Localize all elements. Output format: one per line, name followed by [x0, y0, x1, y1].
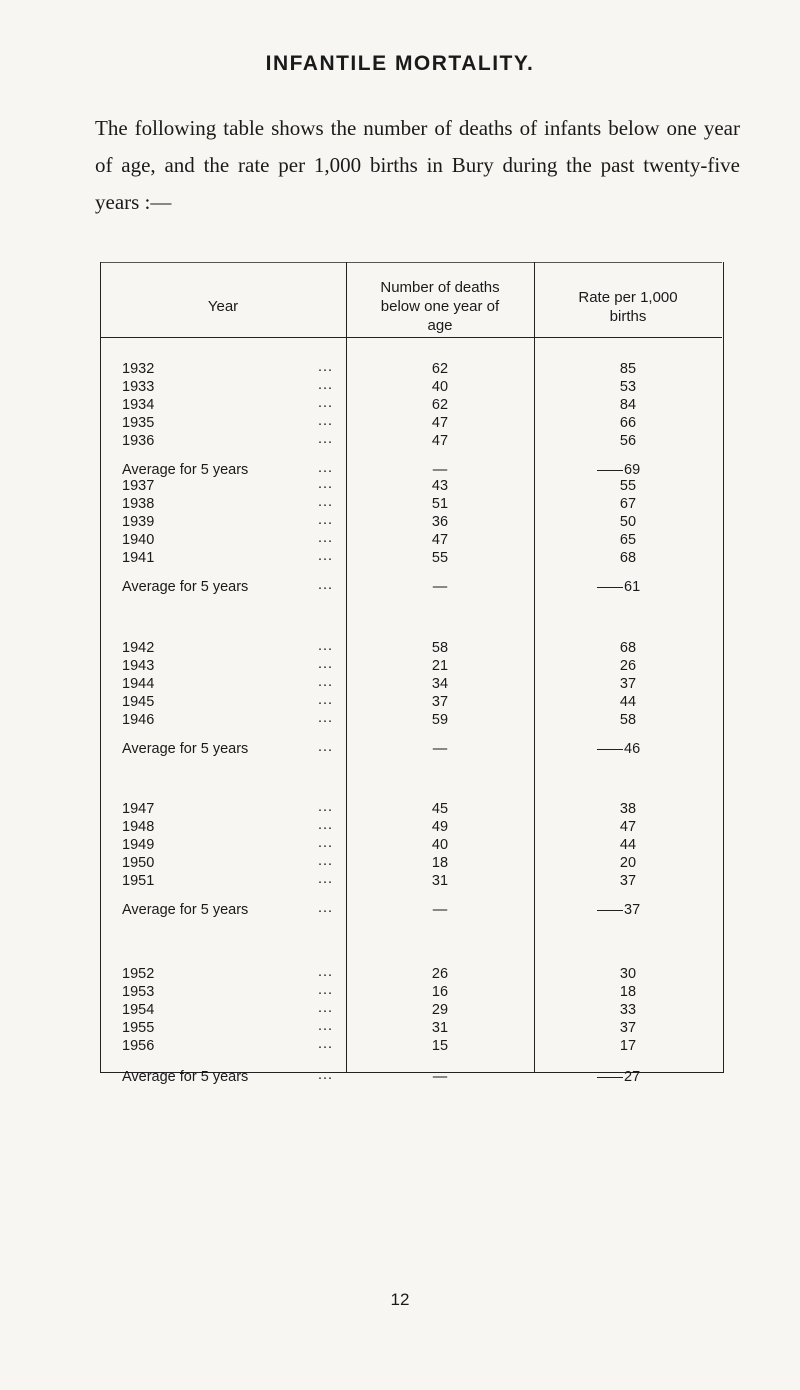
leader-dots: ...: [318, 674, 334, 691]
table-row: [100, 1038, 722, 1058]
average-deaths-cell: —: [432, 902, 448, 919]
table-row: [100, 514, 722, 534]
header-deaths-line: age: [427, 317, 453, 334]
leader-dots: ...: [318, 359, 334, 375]
average-deaths-cell: —: [432, 1069, 448, 1086]
deaths-cell: 45: [431, 801, 449, 817]
average-label: Average for 5 years: [122, 579, 249, 596]
year-cell: 1949: [122, 837, 155, 854]
year-cell: 1939: [122, 514, 155, 531]
leader-dots: ...: [318, 413, 334, 430]
year-cell: 1948: [122, 819, 155, 836]
table-row: [100, 855, 722, 875]
average-row: [100, 741, 722, 761]
rate-cell: 30: [619, 966, 637, 982]
rate-cell: 44: [619, 837, 637, 854]
year-cell: 1940: [122, 532, 155, 549]
year-cell: 1947: [122, 801, 155, 817]
leader-dots: ...: [318, 494, 334, 511]
rate-cell: 68: [619, 640, 637, 656]
year-cell: 1938: [122, 496, 155, 513]
rate-cell: 53: [619, 379, 637, 396]
deaths-cell: 62: [431, 397, 449, 414]
average-label: Average for 5 years: [122, 1069, 249, 1086]
leader-dots: ...: [318, 853, 334, 870]
leader-dots: ...: [318, 964, 334, 980]
header-deaths-line: below one year of: [380, 298, 500, 315]
deaths-cell: 26: [431, 966, 449, 982]
deaths-cell: 29: [431, 1002, 449, 1019]
year-cell: 1936: [122, 433, 155, 450]
deaths-cell: 47: [431, 433, 449, 450]
year-cell: 1956: [122, 1038, 155, 1055]
leader-dots: ...: [318, 871, 334, 888]
average-rate-cell: 46: [597, 741, 640, 757]
average-deaths-cell: —: [432, 579, 448, 596]
leader-dots: ...: [318, 476, 334, 492]
deaths-cell: 31: [431, 1020, 449, 1037]
rate-cell: 26: [619, 658, 637, 675]
rate-cell: 55: [619, 478, 637, 494]
leader-dots: ...: [318, 739, 334, 756]
leader-dots: ...: [318, 982, 334, 999]
rate-cell: 68: [619, 550, 637, 567]
leader-dots: ...: [318, 835, 334, 852]
year-cell: 1943: [122, 658, 155, 675]
average-rate-cell: 27: [597, 1069, 640, 1085]
header-rate: [534, 288, 722, 326]
average-deaths-cell: —: [432, 462, 448, 479]
deaths-cell: 43: [431, 478, 449, 494]
rate-cell: 65: [619, 532, 637, 549]
year-cell: 1942: [122, 640, 155, 656]
rate-cell: 37: [619, 1020, 637, 1037]
rate-cell: 33: [619, 1002, 637, 1019]
table-row: [100, 478, 722, 498]
table-row: [100, 640, 722, 660]
page-title: INFANTILE MORTALITY.: [265, 52, 535, 75]
leader-dots: ...: [318, 1000, 334, 1017]
year-cell: 1934: [122, 397, 155, 414]
average-rate-cell: 37: [597, 902, 640, 918]
leader-dots: ...: [318, 656, 334, 673]
leader-dots: ...: [318, 817, 334, 834]
average-row: [100, 902, 722, 922]
average-row: [100, 1069, 722, 1089]
table-row: [100, 966, 722, 986]
table-row: [100, 837, 722, 857]
table-row: [100, 433, 722, 453]
deaths-cell: 49: [431, 819, 449, 836]
intro-paragraph: The following table shows the number of deaths of infants below one year of age, and the rate per 1,000 births in Bury during the past twenty-five years :—: [95, 116, 740, 214]
deaths-cell: 40: [431, 379, 449, 396]
year-cell: 1953: [122, 984, 155, 1001]
leader-dots: ...: [318, 460, 334, 477]
leader-dots: ...: [318, 431, 334, 448]
table-row: [100, 1002, 722, 1022]
rate-cell: 44: [619, 694, 637, 711]
page-number: 12: [390, 1290, 410, 1309]
leader-dots: ...: [318, 577, 334, 594]
rate-cell: 84: [619, 397, 637, 414]
year-cell: 1937: [122, 478, 155, 494]
table-row: [100, 694, 722, 714]
leader-dots: ...: [318, 512, 334, 529]
rate-cell: 38: [619, 801, 637, 817]
year-cell: 1946: [122, 712, 155, 729]
year-cell: 1935: [122, 415, 155, 432]
rate-cell: 37: [619, 873, 637, 890]
table-row: [100, 361, 722, 381]
year-cell: 1955: [122, 1020, 155, 1037]
table-row: [100, 801, 722, 821]
leader-dots: ...: [318, 692, 334, 709]
leader-dots: ...: [318, 548, 334, 565]
rate-cell: 20: [619, 855, 637, 872]
header-rate-line: Rate per 1,000: [578, 289, 678, 306]
year-cell: 1950: [122, 855, 155, 872]
leader-dots: ...: [318, 900, 334, 917]
table-row: [100, 496, 722, 516]
rate-cell: 37: [619, 676, 637, 693]
table-row: [100, 676, 722, 696]
average-label: Average for 5 years: [122, 902, 249, 919]
deaths-cell: 59: [431, 712, 449, 729]
average-deaths-cell: —: [432, 741, 448, 758]
table-row: [100, 984, 722, 1004]
deaths-cell: 36: [431, 514, 449, 531]
year-cell: 1945: [122, 694, 155, 711]
rate-cell: 58: [619, 712, 637, 729]
header-deaths-line: Number of deaths: [380, 279, 500, 296]
rate-cell: 67: [619, 496, 637, 513]
deaths-cell: 34: [431, 676, 449, 693]
deaths-cell: 55: [431, 550, 449, 567]
rate-cell: 50: [619, 514, 637, 531]
average-label: Average for 5 years: [122, 741, 249, 758]
leader-dots: ...: [318, 638, 334, 654]
header-rule: [100, 337, 722, 338]
table-row: [100, 532, 722, 552]
deaths-cell: 47: [431, 415, 449, 432]
rate-cell: 56: [619, 433, 637, 450]
year-cell: 1954: [122, 1002, 155, 1019]
header-rate-line: births: [609, 308, 647, 325]
header-year: Year: [207, 298, 239, 315]
average-row: [100, 579, 722, 599]
table-row: [100, 379, 722, 399]
rate-cell: 17: [619, 1038, 637, 1055]
table-row: [100, 712, 722, 732]
average-rate-cell: 61: [597, 579, 640, 595]
year-cell: 1951: [122, 873, 155, 890]
average-label: Average for 5 years: [122, 462, 249, 479]
deaths-cell: 51: [431, 496, 449, 513]
table-row: [100, 658, 722, 678]
year-cell: 1941: [122, 550, 155, 567]
deaths-cell: 40: [431, 837, 449, 854]
deaths-cell: 47: [431, 532, 449, 549]
table-row: [100, 873, 722, 893]
table-row: [100, 415, 722, 435]
header-deaths: [346, 278, 534, 335]
year-cell: 1932: [122, 361, 155, 377]
table-row: [100, 397, 722, 417]
year-cell: 1944: [122, 676, 155, 693]
deaths-cell: 15: [431, 1038, 449, 1055]
rate-cell: 66: [619, 415, 637, 432]
year-cell: 1952: [122, 966, 155, 982]
average-rate-cell: 69: [597, 462, 640, 478]
leader-dots: ...: [318, 1067, 334, 1084]
deaths-cell: 31: [431, 873, 449, 890]
deaths-cell: 16: [431, 984, 449, 1001]
leader-dots: ...: [318, 799, 334, 815]
table-row: [100, 819, 722, 839]
leader-dots: ...: [318, 1018, 334, 1035]
deaths-cell: 21: [431, 658, 449, 675]
deaths-cell: 18: [431, 855, 449, 872]
leader-dots: ...: [318, 530, 334, 547]
leader-dots: ...: [318, 710, 334, 727]
year-cell: 1933: [122, 379, 155, 396]
leader-dots: ...: [318, 377, 334, 394]
table-row: [100, 550, 722, 570]
deaths-cell: 37: [431, 694, 449, 711]
deaths-cell: 58: [431, 640, 449, 656]
rate-cell: 18: [619, 984, 637, 1001]
deaths-cell: 62: [431, 361, 449, 377]
leader-dots: ...: [318, 1036, 334, 1053]
rate-cell: 85: [619, 361, 637, 377]
rate-cell: 47: [619, 819, 637, 836]
leader-dots: ...: [318, 395, 334, 412]
table-row: [100, 1020, 722, 1040]
